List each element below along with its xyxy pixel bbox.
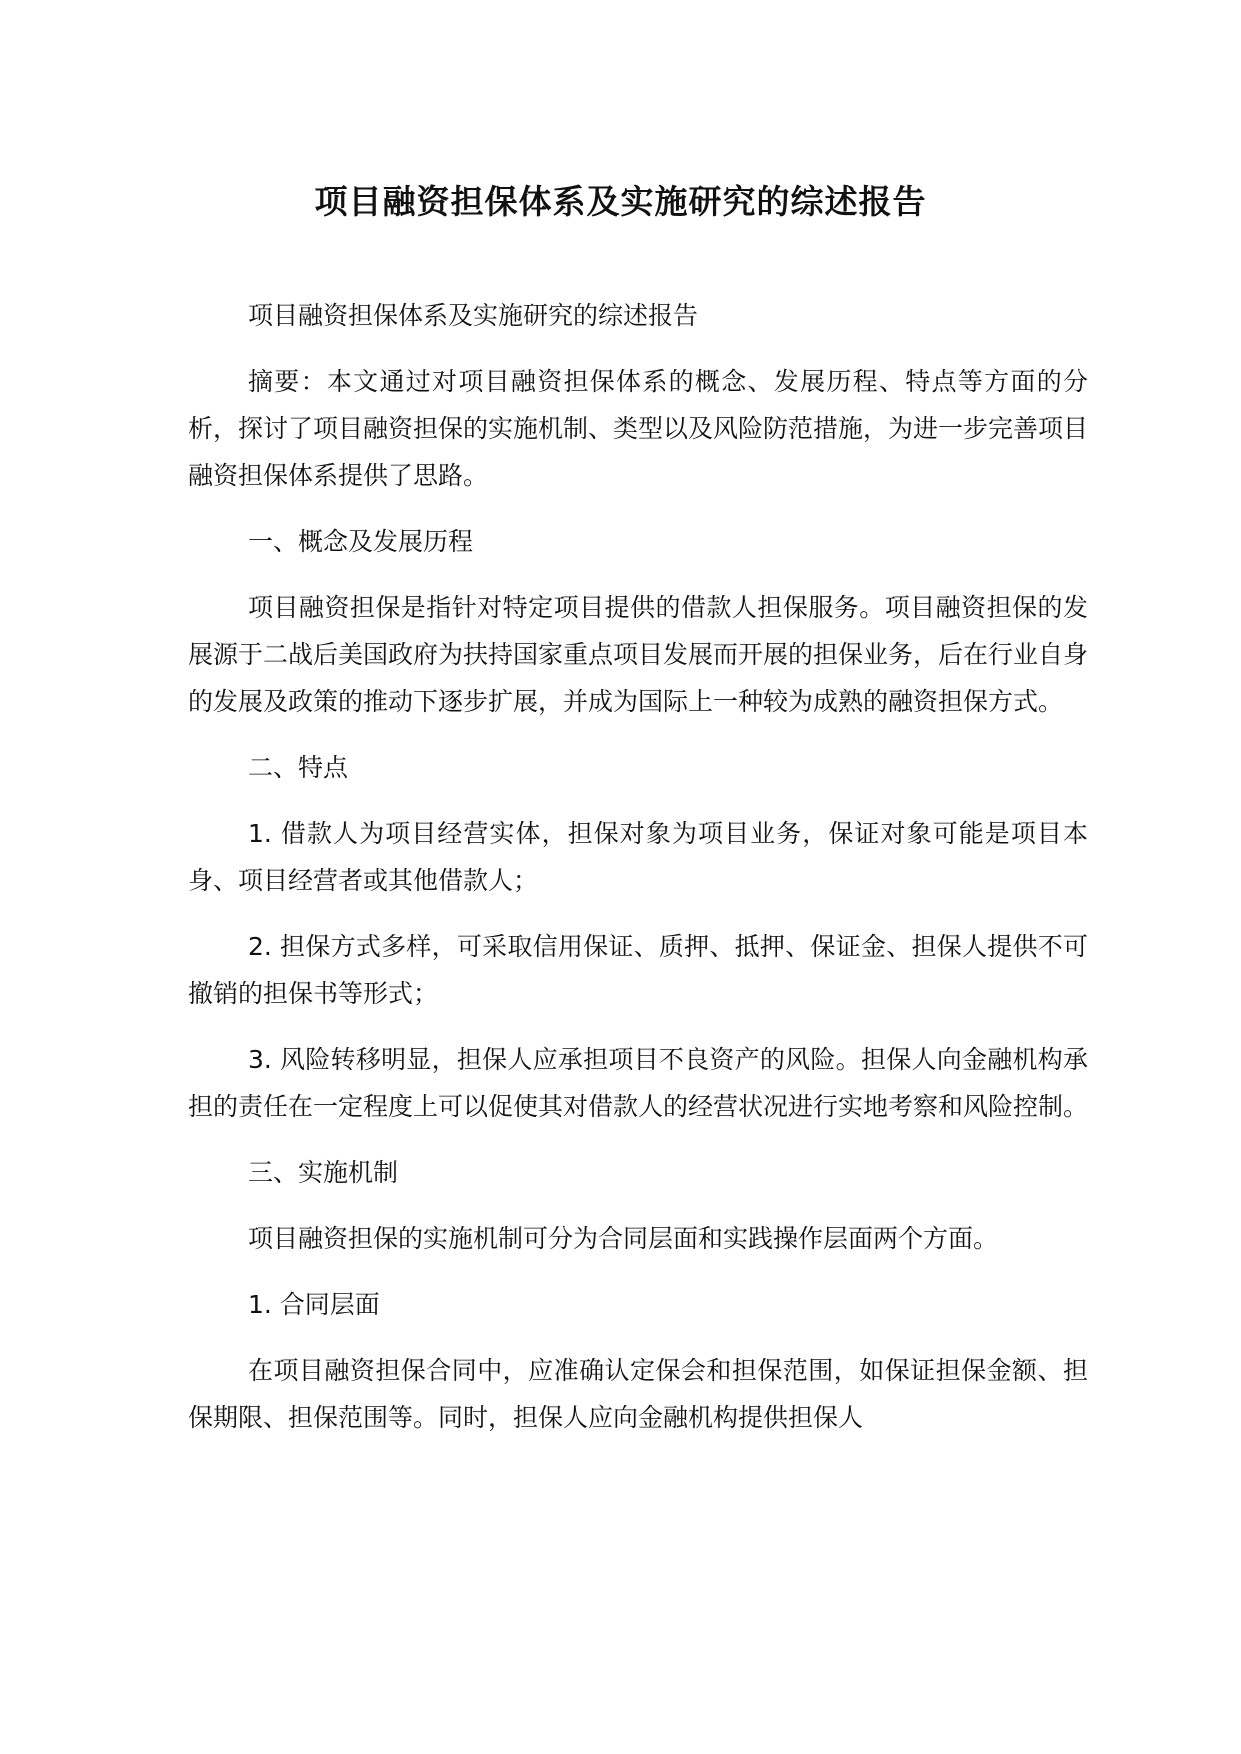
paragraph-abstract: 摘要：本文通过对项目融资担保体系的概念、发展历程、特点等方面的分析，探讨了项目融资担保的实施机制、类型以及风险防范措施，为进一步完善项目融资担保体系提供了思路。 [188, 367, 1089, 490]
paragraph-concept: 项目融资担保是指针对特定项目提供的借款人担保服务。项目融资担保的发展源于二战后美国政府为扶持国家重点项目发展而开展的担保业务，后在行业自身的发展及政策的推动下逐步扩展，并成为国际上一种较为成熟的融资担保方式。 [188, 593, 1089, 716]
document-title: 项目融资担保体系及实施研究的综述报告 [314, 182, 927, 221]
section-heading-features: 二、特点 [248, 753, 349, 782]
paragraph-contract: 在项目融资担保合同中，应准确认定保会和担保范围，如保证担保金额、担保期限、担保范围等。同时，担保人应向金融机构提供担保人 [188, 1356, 1088, 1432]
list-item-feature-2: 2. 担保方式多样，可采取信用保证、质押、抵押、保证金、担保人提供不可撤销的担保书等形式； [188, 932, 1088, 1008]
list-item-feature-1: 1. 借款人为项目经营实体，担保对象为项目业务，保证对象可能是项目本身、项目经营者或其他借款人； [188, 819, 1088, 895]
paragraph-mechanism: 项目融资担保的实施机制可分为合同层面和实践操作层面两个方面。 [248, 1224, 999, 1253]
paragraph-subtitle: 项目融资担保体系及实施研究的综述报告 [248, 301, 699, 330]
list-item-feature-3: 3. 风险转移明显，担保人应承担项目不良资产的风险。担保人向金融机构承担的责任在一定程度上可以促使其对借款人的经营状况进行实地考察和风险控制。 [188, 1045, 1089, 1121]
section-heading-mechanism: 三、实施机制 [248, 1158, 399, 1187]
subsection-heading-contract: 1. 合同层面 [248, 1290, 380, 1319]
document-body [188, 292, 1088, 1460]
section-heading-concept: 一、概念及发展历程 [248, 527, 474, 556]
